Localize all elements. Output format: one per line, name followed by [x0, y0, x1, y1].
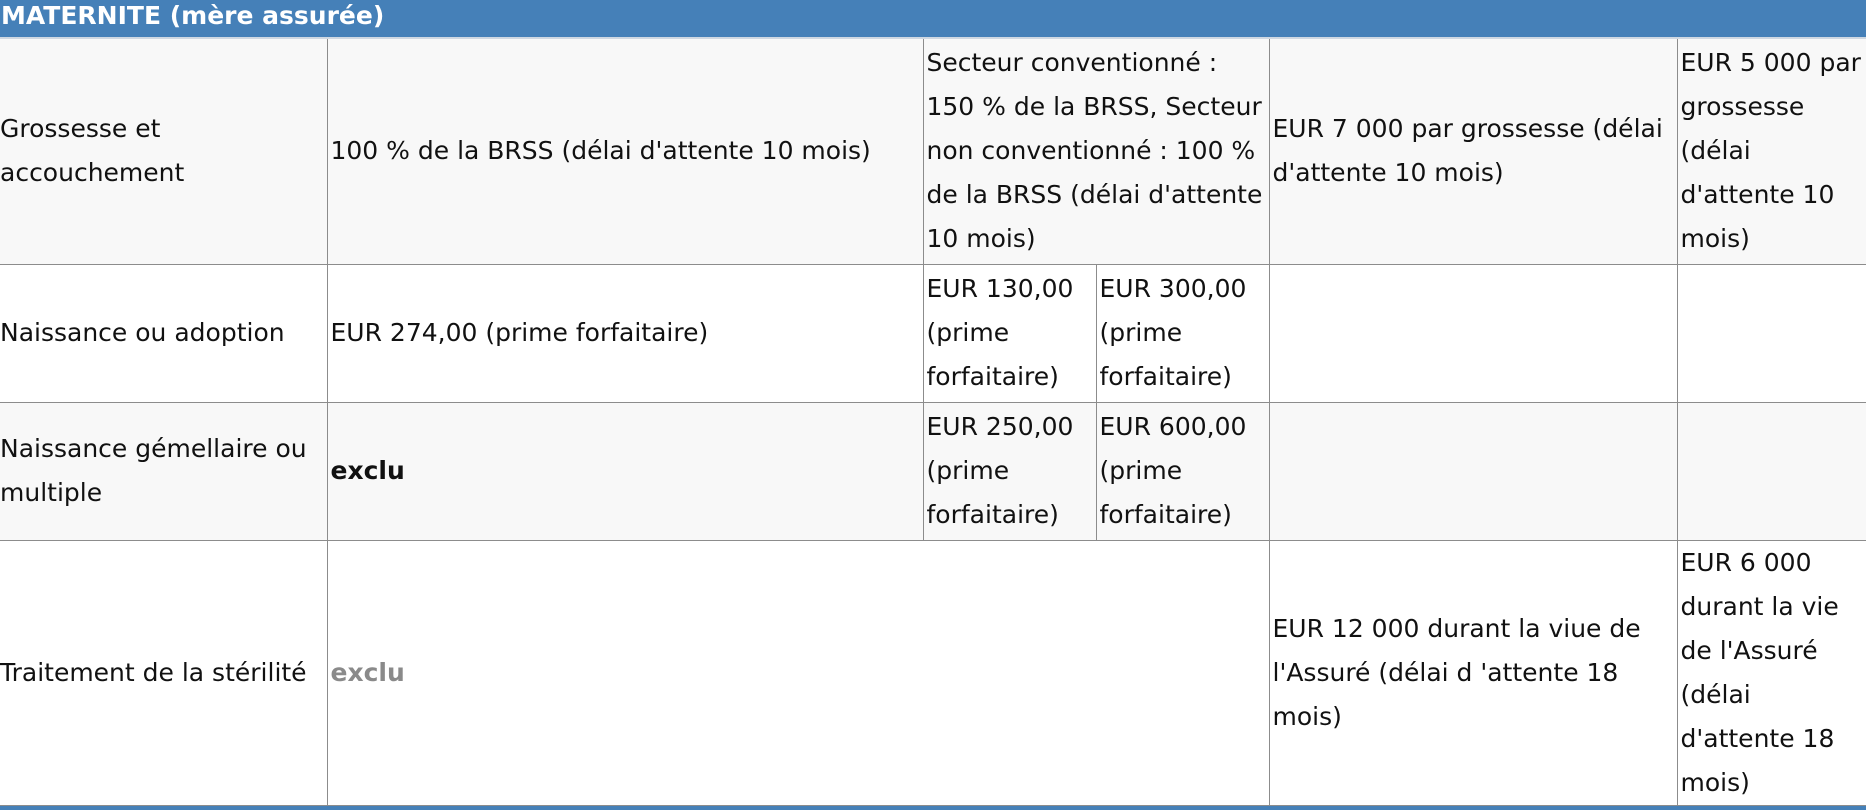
- row-label: Naissance ou adoption: [0, 264, 327, 402]
- table-cell: [1269, 264, 1677, 402]
- table-row: [0, 540, 1866, 805]
- table-cell: [1677, 402, 1866, 540]
- table-cell: EUR 274,00 (prime forfaitaire): [327, 264, 923, 402]
- table-bottom-border: [0, 806, 1866, 810]
- section-header: [0, 0, 1866, 39]
- table-cell: EUR 600,00 (prime forfaitaire): [1096, 402, 1269, 540]
- table-cell: [1269, 402, 1677, 540]
- row-label: Grossesse et accouchement: [0, 39, 327, 264]
- table-cell: exclu: [327, 402, 923, 540]
- table-cell: EUR 6 000 durant la vie de l'Assuré (délai d'attente 18 mois): [1677, 540, 1866, 805]
- table-row: [0, 39, 1866, 264]
- table-cell: 100 % de la BRSS (délai d'attente 10 mois): [327, 39, 923, 264]
- row-label: Naissance gémellaire ou multiple: [0, 402, 327, 540]
- table-cell: EUR 12 000 durant la viue de l'Assuré (délai d 'attente 18 mois): [1269, 540, 1677, 805]
- table-cell: exclu: [327, 540, 1269, 805]
- maternity-table: [0, 39, 1866, 806]
- table-cell: EUR 130,00 (prime forfaitaire): [923, 264, 1096, 402]
- table-row: [0, 264, 1866, 402]
- section-title: MATERNITE (mère assurée): [1, 1, 385, 30]
- table-cell: EUR 5 000 par grossesse (délai d'attente 10 mois): [1677, 39, 1866, 264]
- table-row: [0, 402, 1866, 540]
- table-cell: [1677, 264, 1866, 402]
- table-cell: EUR 7 000 par grossesse (délai d'attente 10 mois): [1269, 39, 1677, 264]
- table-cell: EUR 250,00 (prime forfaitaire): [923, 402, 1096, 540]
- table-cell: EUR 300,00 (prime forfaitaire): [1096, 264, 1269, 402]
- row-label: Traitement de la stérilité: [0, 540, 327, 805]
- table-cell: Secteur conventionné : 150 % de la BRSS, Secteur non conventionné : 100 % de la BRSS (délai d'attente 10 mois): [923, 39, 1269, 264]
